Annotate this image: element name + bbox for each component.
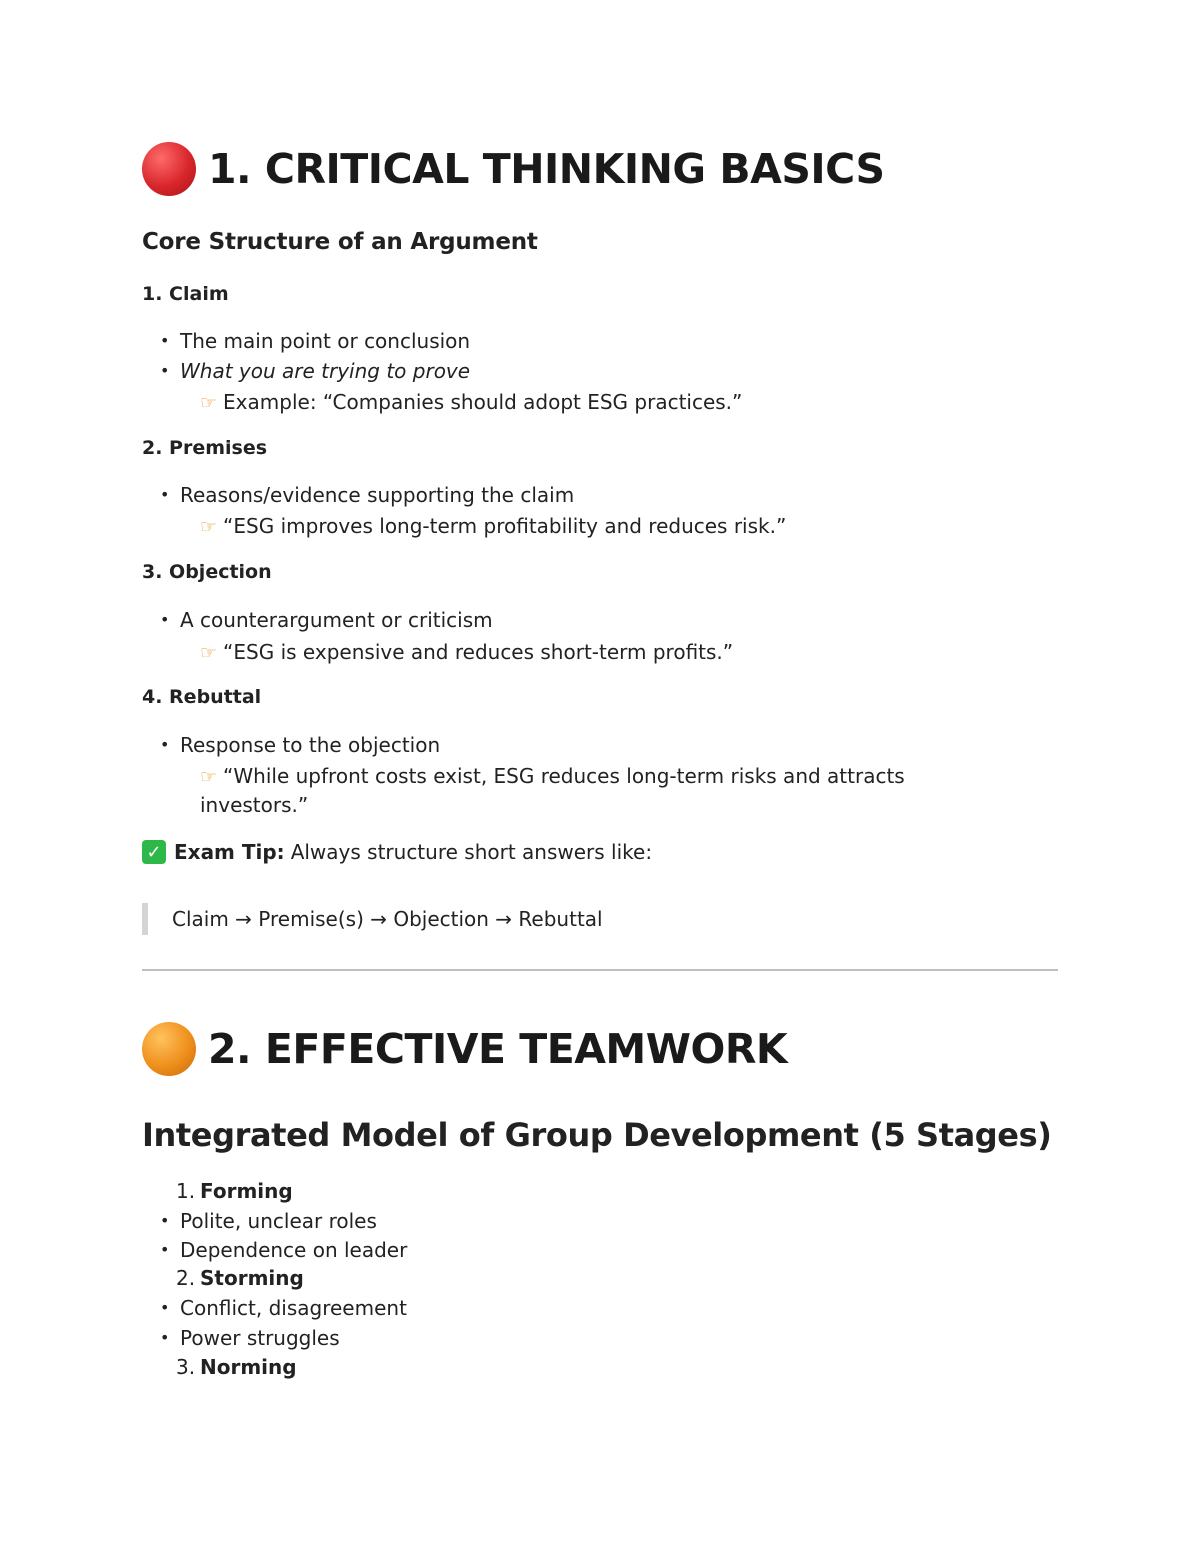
objection-heading: 3. Objection (142, 561, 272, 583)
stage-2-number: 2. (176, 1266, 196, 1290)
section-2-title: 2. EFFECTIVE TEAMWORK (208, 1025, 788, 1073)
premises-example-text: “ESG improves long-term profitability and reduces risk.” (223, 514, 787, 538)
section-1-heading (142, 142, 885, 196)
stage-3-name: Norming (200, 1355, 297, 1379)
stage-1-name: Forming (200, 1179, 293, 1203)
stage-1 (176, 1179, 293, 1203)
stage-1-bullet-1: • Polite, unclear roles (180, 1209, 377, 1233)
section-1-subtitle: Core Structure of an Argument (142, 229, 538, 255)
claim-bullet-2: • What you are trying to prove (180, 359, 470, 383)
stage-2 (176, 1266, 304, 1290)
pointing-hand-icon: ☞ (200, 642, 218, 664)
stage-2-bullet-2: • Power struggles (180, 1326, 340, 1350)
stage-3 (176, 1355, 297, 1379)
stage-3-number: 3. (176, 1355, 196, 1379)
pointing-hand-icon: ☞ (200, 766, 218, 788)
rebuttal-bullet-1: • Response to the objection (180, 733, 440, 757)
objection-bullet-1: • A counterargument or criticism (180, 608, 493, 632)
rebuttal-example-text-1: “While upfront costs exist, ESG reduces long-term risks and attracts (223, 764, 905, 788)
claim-heading: 1. Claim (142, 283, 229, 305)
claim-example-text: Example: “Companies should adopt ESG practices.” (223, 390, 743, 414)
pointing-hand-icon: ☞ (200, 516, 218, 538)
section-divider (142, 969, 1058, 971)
stage-1-number: 1. (176, 1179, 196, 1203)
section-2-heading (142, 1022, 787, 1076)
section-1-title: 1. CRITICAL THINKING BASICS (208, 145, 885, 193)
orange-circle-icon (142, 1022, 196, 1076)
exam-tip-label: Exam Tip: (174, 840, 285, 864)
claim-example (200, 390, 742, 414)
exam-tip-text: Always structure short answers like: (290, 840, 653, 864)
rebuttal-heading: 4. Rebuttal (142, 686, 262, 708)
objection-example-text: “ESG is expensive and reduces short-term profits.” (223, 640, 734, 664)
rebuttal-example (200, 764, 905, 788)
check-mark-icon: ✓ (142, 840, 166, 864)
structure-quote: Claim → Premise(s) → Objection → Rebuttal (142, 903, 742, 935)
objection-example (200, 640, 733, 664)
red-circle-icon (142, 142, 196, 196)
premises-bullet-1: • Reasons/evidence supporting the claim (180, 483, 574, 507)
stage-1-bullet-2: • Dependence on leader (180, 1238, 407, 1262)
exam-tip (142, 840, 652, 864)
premises-example (200, 514, 786, 538)
claim-bullet-1: • The main point or conclusion (180, 329, 470, 353)
stage-2-name: Storming (200, 1266, 304, 1290)
pointing-hand-icon: ☞ (200, 392, 218, 414)
premises-heading: 2. Premises (142, 437, 268, 459)
stage-2-bullet-1: • Conflict, disagreement (180, 1296, 407, 1320)
rebuttal-example-text-2: investors.” (200, 793, 309, 817)
section-2-subtitle: Integrated Model of Group Development (5 Stages) (142, 1116, 1052, 1154)
